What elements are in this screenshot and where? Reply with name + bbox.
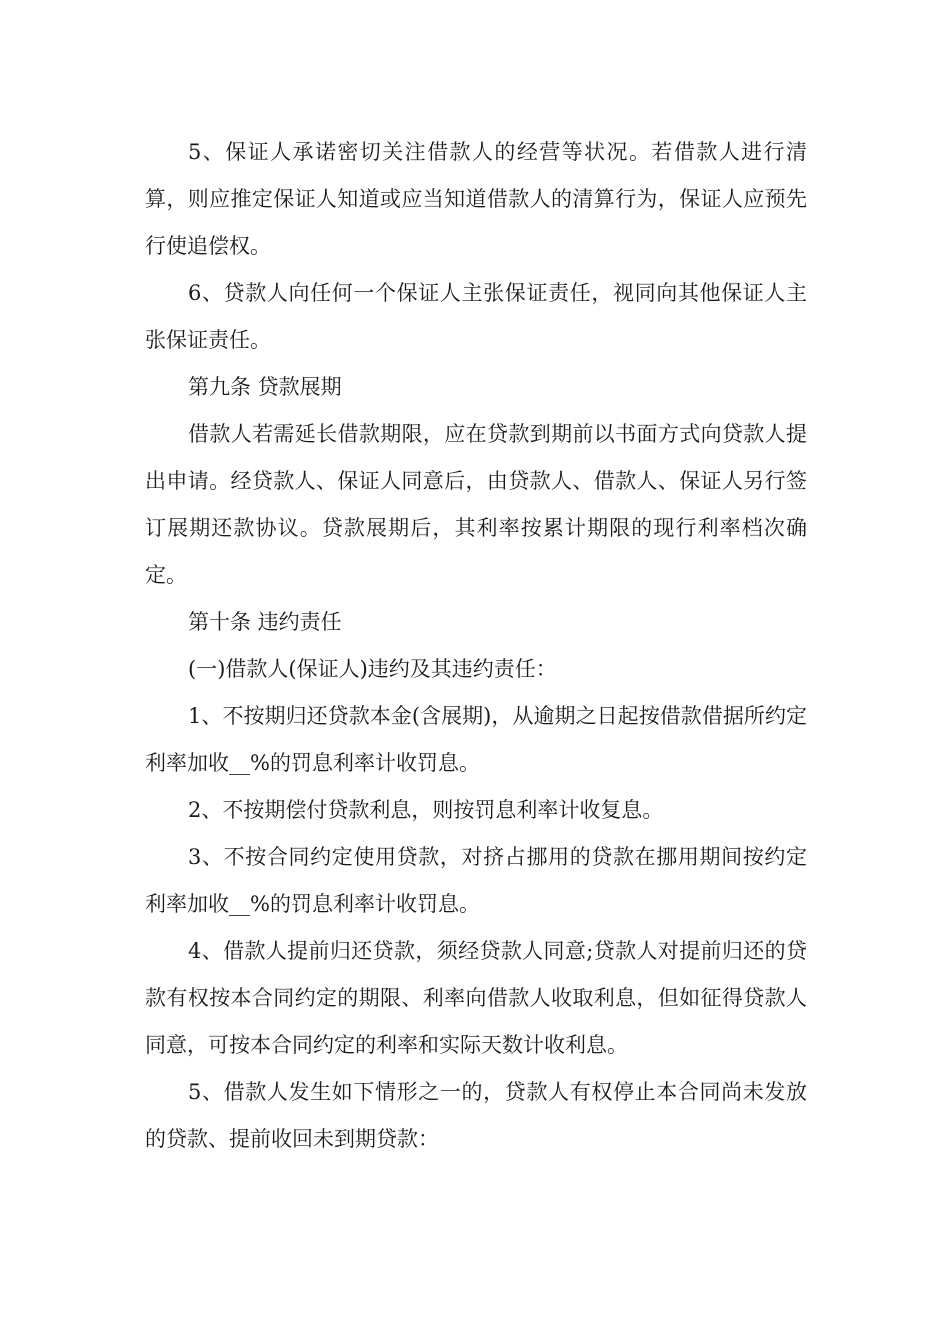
clause-lender-rights: 5、借款人发生如下情形之一的，贷款人有权停止本合同尚未发放的贷款、提前收回未到期贷款： bbox=[145, 1080, 807, 1151]
clause-early-repayment: 4、借款人提前归还贷款，须经贷款人同意;贷款人对提前归还的贷款有权按本合同约定的期限、利率向借款人收取利息，但如征得贷款人同意，可按本合同约定的利率和实际天数计收利息。 bbox=[145, 939, 807, 1057]
clause-loan-extension: 借款人若需延长借款期限，应在贷款到期前以书面方式向贷款人提出申请。经贷款人、保证人同意后，由贷款人、借款人、保证人另行签订展期还款协议。贷款展期后，其利率按累计期限的现行利率档次确定。 bbox=[145, 422, 807, 587]
clause-misuse-penalty: 3、不按合同约定使用贷款，对挤占挪用的贷款在挪用期间按约定利率加收__%的罚息利率计收罚息。 bbox=[145, 845, 807, 916]
section-borrower-breach: (一)借款人(保证人)违约及其违约责任： bbox=[188, 657, 557, 681]
clause-overdue-interest: 2、不按期偿付贷款利息，则按罚息利率计收复息。 bbox=[188, 798, 664, 822]
document-page bbox=[145, 129, 807, 1163]
article-heading-breach: 第十条 违约责任 bbox=[188, 610, 342, 634]
clause-guarantor-monitoring: 5、保证人承诺密切关注借款人的经营等状况。若借款人进行清算，则应推定保证人知道或应当知道借款人的清算行为，保证人应预先行使追偿权。 bbox=[145, 140, 807, 258]
clause-guarantor-joint-liability: 6、贷款人向任何一个保证人主张保证责任，视同向其他保证人主张保证责任。 bbox=[145, 281, 807, 352]
clause-overdue-principal: 1、不按期归还贷款本金(含展期)，从逾期之日起按借款借据所约定利率加收__%的罚息利率计收罚息。 bbox=[145, 704, 807, 775]
article-heading-extension: 第九条 贷款展期 bbox=[188, 375, 342, 399]
